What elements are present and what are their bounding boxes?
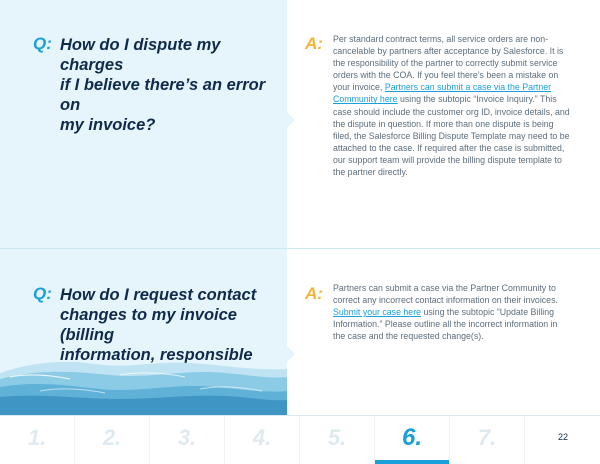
nav-item-7[interactable] <box>450 416 525 464</box>
partner-community-link[interactable]: Partners can submit a case via the Partner Community here <box>333 82 552 105</box>
submit-case-link[interactable]: Submit your case here <box>333 307 422 318</box>
question-line: How do I request contact <box>60 286 257 304</box>
question-line: changes to my invoice (billing <box>60 306 237 344</box>
nav-item-5[interactable] <box>300 416 375 464</box>
question-label: Q: <box>33 34 52 53</box>
nav-item-4[interactable] <box>225 416 300 464</box>
notch-decoration <box>287 346 295 362</box>
notch-decoration <box>287 112 295 128</box>
answer-label: A: <box>305 34 323 53</box>
nav-number: 7. <box>477 425 497 450</box>
question-line: How do I dispute my charges <box>60 36 221 74</box>
ocean-wave-illustration <box>0 355 287 415</box>
question-line: my invoice? <box>60 116 156 134</box>
question-label: Q: <box>33 284 52 303</box>
page-number: 22 <box>557 432 568 442</box>
answer-text-run: using the subtopic “Update Billing Information.” Please outline all the incorrect information in the case and the requested change(s). <box>333 307 558 342</box>
nav-item-1[interactable] <box>0 416 75 464</box>
nav-number: 2. <box>102 425 122 450</box>
nav-number: 5. <box>327 425 347 450</box>
answer-text-run: Partners can submit a case via the Partner Community to correct any incorrect contact information on their invoices. <box>333 283 558 306</box>
nav-number: 6. <box>401 424 422 451</box>
section-divider <box>0 248 600 249</box>
answer-label: A: <box>305 284 323 303</box>
answer-text-run: using the subtopic “Invoice Inquiry.” This case should include the customer org ID, invoice details, and the dispute in question. If more than one dispute is being filed, the Salesforce Billing Dispute Template may need to be attached to the case. If required after the case is submitted, our support team will provide the billing dispute template to the partner directly. <box>333 94 570 178</box>
answer-2-text <box>333 282 571 342</box>
answer-text-run: Per standard contract terms, all service orders are non-cancelable by partners after acceptance by Salesforce. It is the responsibility of the partner to correctly submit service orders with the COA. If you feel there’s been a mistake on your invoice, <box>333 34 564 93</box>
question-line: if I believe there’s an error on <box>60 76 266 114</box>
question-1-text <box>60 35 285 135</box>
section-nav <box>0 415 600 464</box>
nav-item-6-active[interactable] <box>375 416 450 464</box>
nav-number: 1. <box>27 425 47 450</box>
nav-number: 4. <box>252 425 272 450</box>
nav-number: 3. <box>177 425 197 450</box>
answer-1-text <box>333 33 571 178</box>
nav-item-2[interactable] <box>75 416 150 464</box>
nav-item-3[interactable] <box>150 416 225 464</box>
question-line: information, responsible <box>60 346 253 364</box>
